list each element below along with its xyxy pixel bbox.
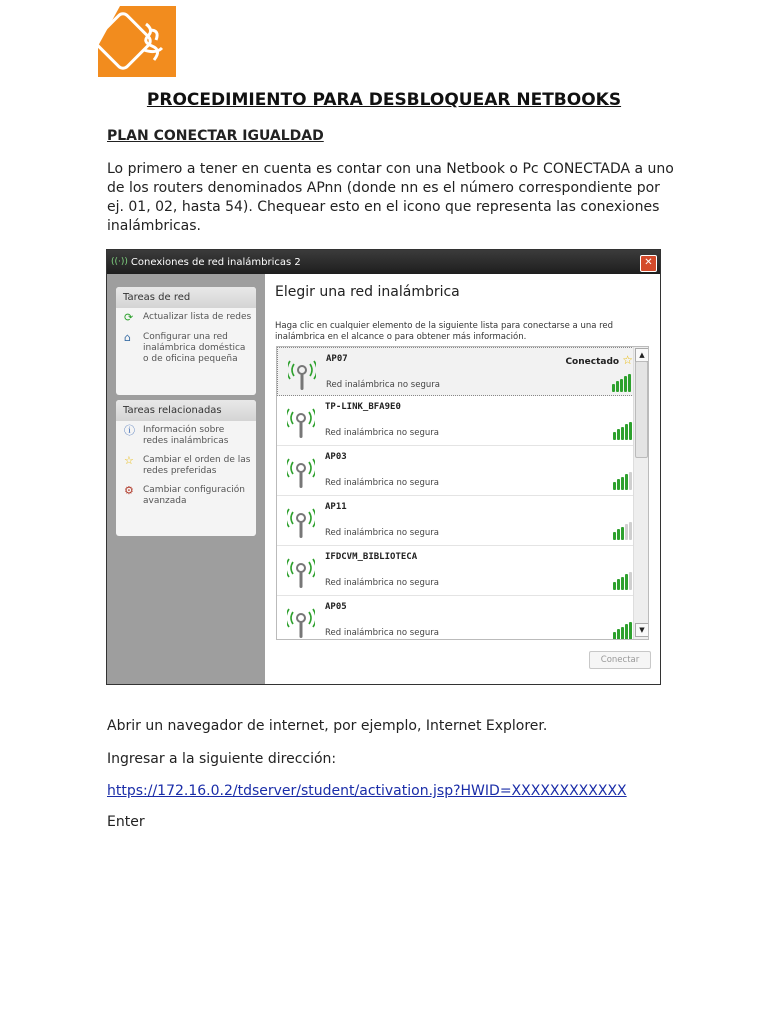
enter-step: Enter: [107, 814, 145, 830]
wireless-icon: ((·)): [111, 257, 128, 267]
signal-strength-icon: [612, 374, 631, 392]
signal-bar: [621, 627, 624, 640]
network-list: [276, 346, 649, 640]
signal-bar: [625, 574, 628, 590]
document-title: PROCEDIMIENTO PARA DESBLOQUEAR NETBOOKS: [146, 90, 622, 110]
signal-bar: [625, 424, 628, 440]
wireless-antenna-icon: [287, 454, 315, 490]
status-label: Conectado: [565, 357, 620, 367]
network-security: Red inalámbrica no segura: [325, 578, 439, 588]
network-item[interactable]: [277, 546, 648, 596]
signal-strength-icon: [613, 572, 632, 590]
institution-logo: [98, 6, 176, 77]
network-ssid: TP-LINK_BFA9E0: [325, 402, 401, 412]
signal-bar: [617, 479, 620, 490]
wireless-antenna-icon: [287, 404, 315, 440]
task-label: Actualizar lista de redes: [143, 312, 252, 322]
network-security: Red inalámbrica no segura: [325, 428, 439, 438]
network-ssid: AP11: [325, 502, 347, 512]
network-ssid: IFDCVM_BIBLIOTECA: [325, 552, 418, 562]
wireless-antenna-icon: [288, 356, 316, 392]
signal-bar: [628, 374, 631, 392]
tasks-pane: [107, 274, 265, 684]
networks-pane: [265, 274, 660, 684]
related-tasks-header: Tareas relacionadas: [116, 400, 256, 421]
signal-bar: [625, 474, 628, 490]
signal-bar: [629, 422, 632, 440]
refresh-icon: ⟳: [124, 311, 134, 324]
activation-url-row: [107, 782, 677, 801]
browser-step: Abrir un navegador de internet, por ejemplo, Internet Explorer.: [107, 718, 548, 734]
advanced-settings-task[interactable]: [116, 481, 256, 511]
star-icon: ☆: [622, 353, 633, 367]
signal-bar: [617, 529, 620, 540]
intro-paragraph: Lo primero a tener en cuenta es contar con una Netbook o Pc CONECTADA a uno de los routers denominados APnn (donde nn es el número correspondiente por ej. 01, 02, hasta 54). Chequear esto en el icono que representa las conexiones inalámbricas.: [107, 161, 674, 234]
signal-bar: [629, 622, 632, 640]
refresh-networks-task[interactable]: [116, 308, 256, 328]
network-item[interactable]: [277, 596, 648, 640]
address-step: Ingresar a la siguiente dirección:: [107, 751, 337, 767]
network-ssid: AP05: [325, 602, 347, 612]
signal-bar: [617, 629, 620, 640]
network-tasks-header: Tareas de red: [116, 287, 256, 308]
signal-strength-icon: [613, 522, 632, 540]
wireless-networks-dialog: [106, 249, 661, 685]
signal-bar: [613, 582, 616, 590]
network-ssid: AP03: [325, 452, 347, 462]
task-label: Cambiar el orden de las redes preferidas: [143, 455, 251, 476]
signal-bar: [617, 429, 620, 440]
network-security: Red inalámbrica no segura: [326, 380, 440, 390]
network-security: Red inalámbrica no segura: [325, 478, 439, 488]
signal-bar: [613, 632, 616, 640]
scroll-up-icon[interactable]: ▲: [635, 348, 649, 362]
signal-bar: [624, 376, 627, 392]
signal-bar: [621, 427, 624, 440]
scroll-down-icon[interactable]: ▼: [635, 623, 649, 637]
wireless-antenna-icon: [287, 504, 315, 540]
signal-bar: [629, 572, 632, 590]
signal-strength-icon: [613, 422, 632, 440]
signal-strength-icon: [613, 622, 632, 640]
signal-strength-icon: [613, 472, 632, 490]
task-label: Información sobre redes inalámbricas: [143, 425, 229, 446]
star-icon: ☆: [124, 454, 134, 467]
network-security: Red inalámbrica no segura: [325, 628, 439, 638]
list-scrollbar[interactable]: [633, 347, 648, 639]
network-item[interactable]: [277, 396, 648, 446]
connection-status: [565, 353, 633, 367]
network-item[interactable]: [277, 347, 648, 396]
close-icon[interactable]: ✕: [640, 255, 657, 272]
connect-button[interactable]: Conectar: [589, 651, 651, 669]
task-label: Configurar una red inalámbrica doméstica o de oficina pequeña: [143, 332, 246, 364]
settings-icon: ⚙: [124, 484, 134, 497]
activation-url-link[interactable]: https://172.16.0.2/tdserver/student/activation.jsp?HWID=XXXXXXXXXXXX: [107, 783, 627, 799]
info-task[interactable]: [116, 421, 256, 451]
network-item[interactable]: [277, 496, 648, 546]
dialog-heading: Elegir una red inalámbrica: [275, 284, 460, 300]
signal-bar: [625, 624, 628, 640]
signal-bar: [621, 527, 624, 540]
wireless-antenna-icon: [287, 604, 315, 640]
signal-bar: [621, 577, 624, 590]
signal-bar: [625, 524, 628, 540]
document-subtitle: PLAN CONECTAR IGUALDAD: [107, 128, 324, 144]
home-network-icon: ⌂: [124, 331, 131, 344]
dialog-description: Haga clic en cualquier elemento de la siguiente lista para conectarse a una red inalámbrica en el alcance o para obtener más información.: [275, 321, 614, 342]
preferred-order-task[interactable]: [116, 451, 256, 481]
signal-bar: [617, 579, 620, 590]
info-icon: ⓘ: [124, 424, 135, 437]
signal-bar: [629, 522, 632, 540]
wireless-antenna-icon: [287, 554, 315, 590]
signal-bar: [629, 472, 632, 490]
signal-bar: [621, 477, 624, 490]
signal-bar: [613, 432, 616, 440]
network-security: Red inalámbrica no segura: [325, 528, 439, 538]
dialog-titlebar: [107, 250, 660, 274]
signal-bar: [620, 379, 623, 392]
signal-bar: [612, 384, 615, 392]
signal-bar: [613, 482, 616, 490]
signal-bar: [616, 381, 619, 392]
network-tasks-box: [116, 287, 256, 395]
scroll-thumb[interactable]: [635, 361, 648, 458]
task-label: Cambiar configuración avanzada: [143, 485, 245, 506]
network-item[interactable]: [277, 446, 648, 496]
signal-bar: [613, 532, 616, 540]
network-ssid: AP07: [326, 354, 348, 364]
setup-network-task[interactable]: [116, 328, 256, 369]
related-tasks-box: [116, 400, 256, 536]
dialog-title: Conexiones de red inalámbricas 2: [130, 256, 301, 268]
